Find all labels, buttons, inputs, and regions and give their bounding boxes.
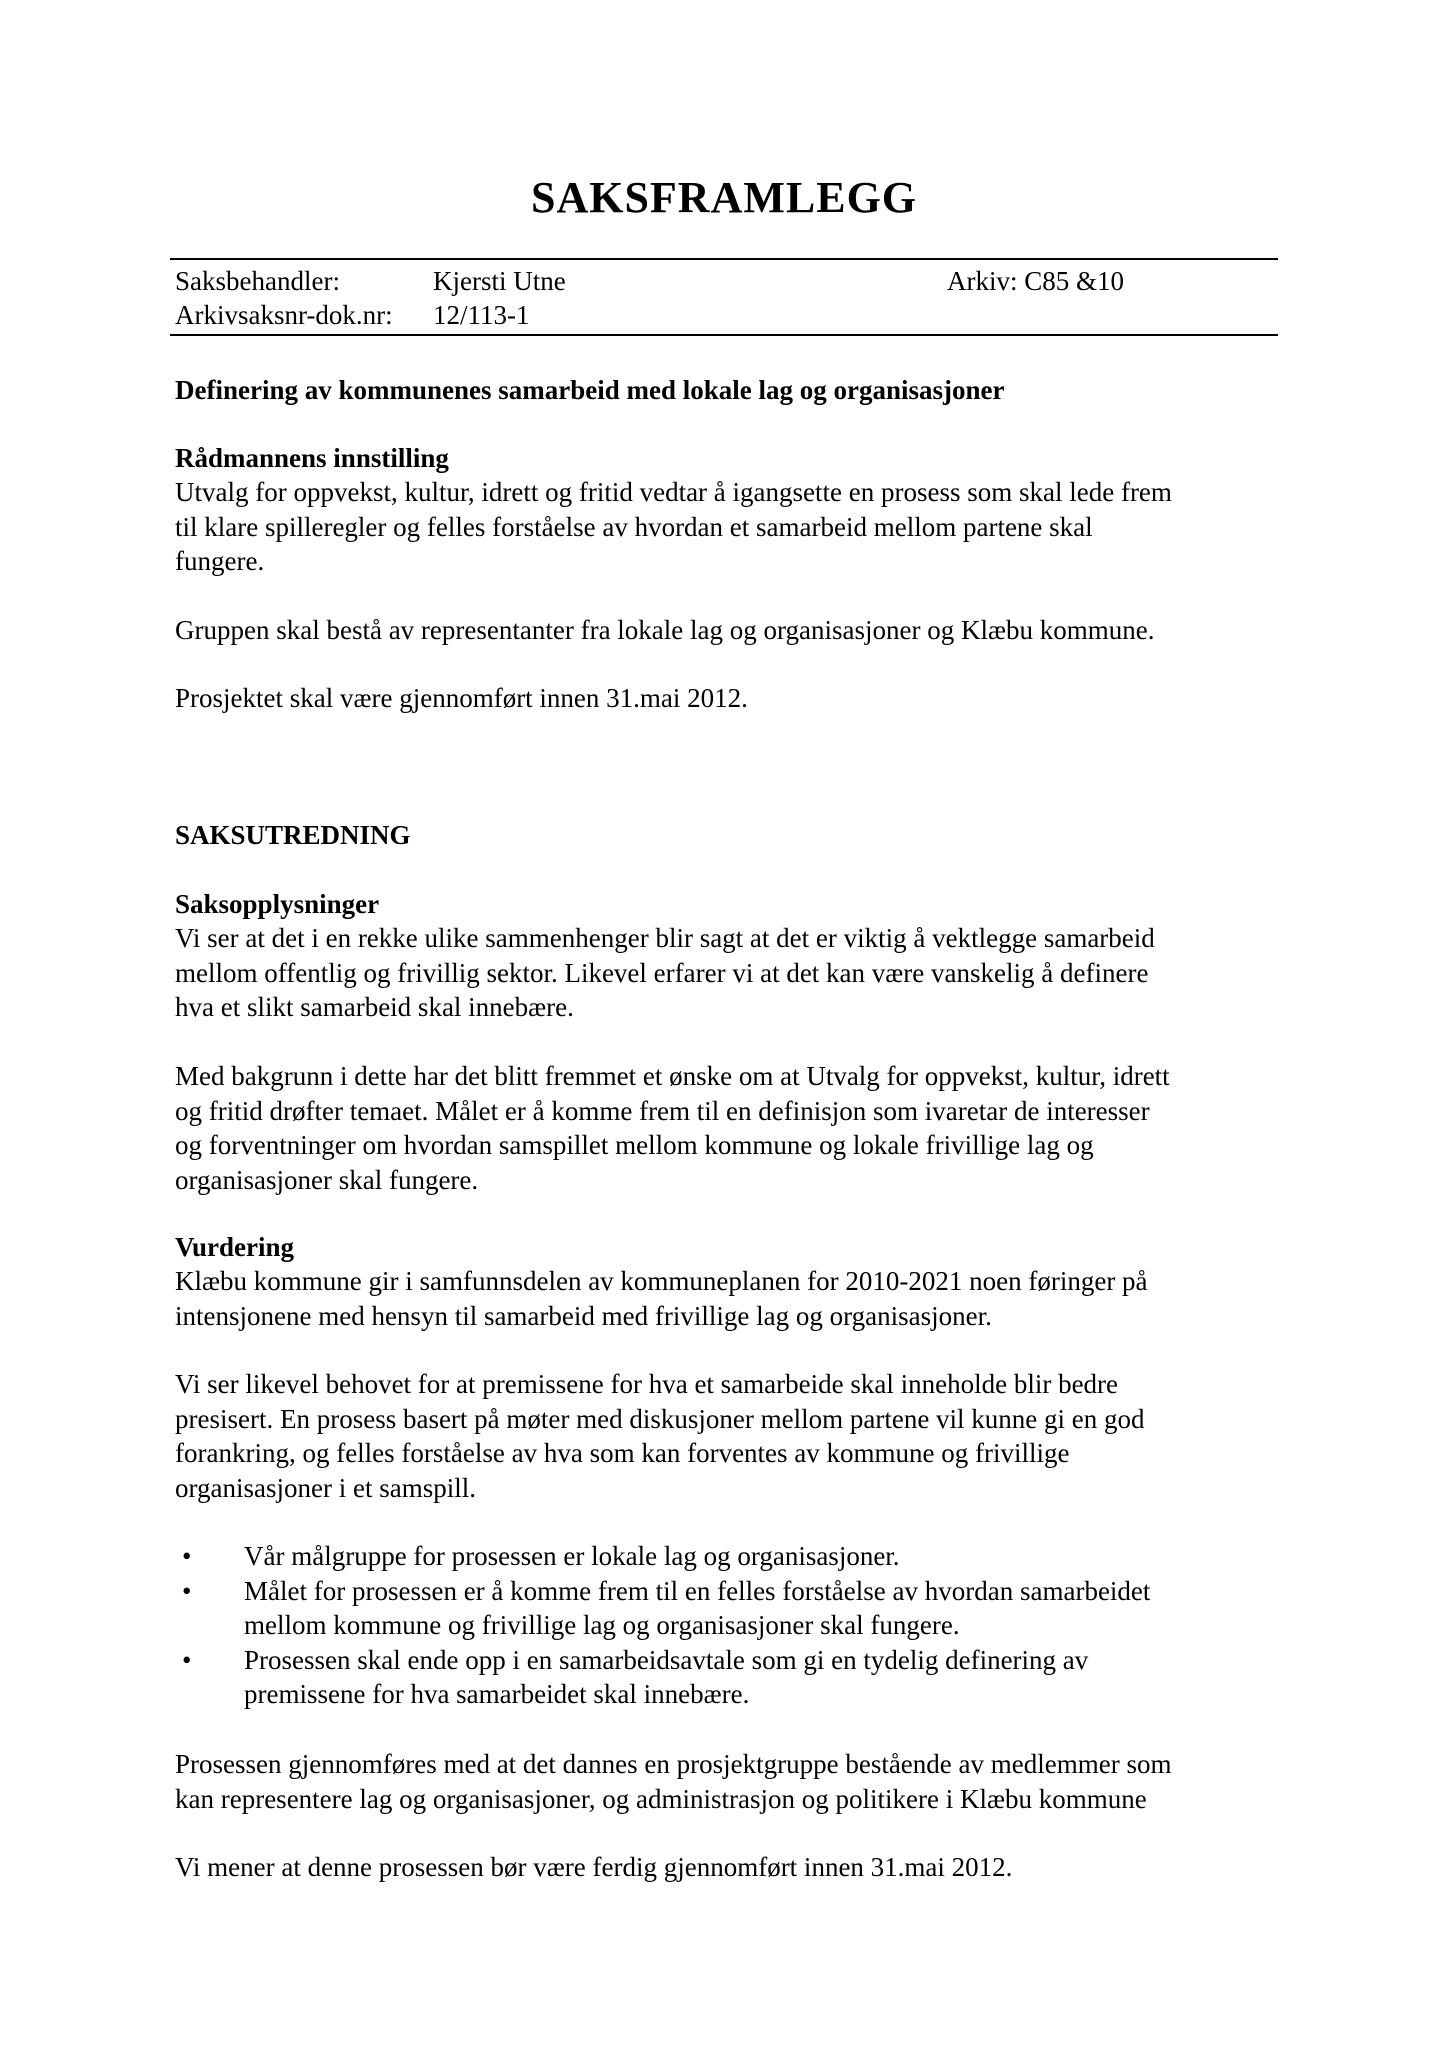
assessment-line: kan representere lag og organisasjoner, og administrasjon og politikere i Klæbu kommune [175,1783,1147,1814]
recommendation-heading: Rådmannens innstilling [175,443,449,473]
assessment-paragraph-1 [175,1264,1255,1333]
assessment-paragraph-2 [175,1367,1255,1505]
handler-value: Kjersti Utne [433,266,566,296]
handler-label: Saksbehandler: [175,266,340,296]
assessment-bullet-list [175,1539,1255,1712]
recommendation-line: til klare spilleregler og felles forståelse av hvordan et samarbeid mellom partene skal [175,511,1093,542]
assessment-line: forankring, og felles forståelse av hva som kan forventes av kommune og frivillige [175,1438,1070,1468]
recommendation-text [175,475,1255,579]
header-top-rule [170,258,1278,260]
assessment-line: presisert. En prosess basert på møter med diskusjoner mellom partene vil kunne gi en god [175,1403,1145,1434]
assessment-line: Prosessen gjennomføres med at det dannes en prosjektgruppe bestående av medlemmer som [175,1749,1172,1779]
facts-paragraph-2 [175,1059,1255,1197]
facts-heading: Saksopplysninger [175,889,380,919]
recommendation-deadline: Prosjektet skal være gjennomført innen 31.mai 2012. [175,683,748,713]
bullet-line: Prosessen skal ende opp i en samarbeidsavtale som gi en tydelig definering av [244,1644,1089,1675]
facts-paragraph-1 [175,921,1255,1025]
assessment-line: organisasjoner i et samspill. [175,1472,476,1503]
bullet-dot-icon: • [182,1575,192,1606]
bullet-line: premissene for hva samarbeidet skal innebære. [244,1679,750,1709]
bullet-item [175,1574,1255,1643]
bullet-line: Vår målgruppe for prosessen er lokale lag og organisasjoner. [244,1541,900,1571]
bullet-line: Målet for prosessen er å komme frem til en felles forståelse av hvordan samarbeidet [244,1575,1151,1606]
investigation-heading: SAKSUTREDNING [175,820,411,850]
bullet-line: mellom kommune og frivillige lag og organisasjoner skal fungere. [244,1610,960,1640]
bullet-dot-icon: • [182,1541,192,1571]
bullet-item [175,1539,1255,1574]
case-subject: Definering av kommunenes samarbeid med lokale lag og organisasjoner [175,375,1005,405]
assessment-paragraph-4: Vi mener at denne prosessen bør være ferdig gjennomført innen 31.mai 2012. [175,1852,1013,1882]
facts-line: og forventninger om hvordan samspillet mellom kommune og lokale frivillige lag og [175,1130,1094,1160]
document-title: SAKSFRAMLEGG [530,173,918,222]
recommendation-line: fungere. [175,546,265,576]
facts-line: Vi ser at det i en rekke ulike sammenhenger blir sagt at det er viktig å vektlegge samarbeid [175,923,1155,953]
bullet-item [175,1643,1255,1712]
archive-code: Arkiv: C85 &10 [947,266,1125,296]
case-number-value: 12/113-1 [433,300,530,330]
facts-line: mellom offentlig og frivillig sektor. Likevel erfarer vi at det kan være vanskelig å definere [175,957,1149,988]
recommendation-group: Gruppen skal bestå av representanter fra lokale lag og organisasjoner og Klæbu kommune. [175,615,1155,645]
bullet-dot-icon: • [182,1644,192,1675]
header-bottom-rule [170,334,1278,336]
assessment-line: intensjonene med hensyn til samarbeid med frivillige lag og organisasjoner. [175,1300,992,1331]
case-number-label: Arkivsaksnr-dok.nr: [175,300,393,330]
assessment-heading: Vurdering [175,1232,295,1262]
assessment-paragraph-3 [175,1747,1255,1816]
assessment-line: Klæbu kommune gir i samfunnsdelen av kommuneplanen for 2010-2021 noen føringer på [175,1266,1148,1296]
facts-line: organisasjoner skal fungere. [175,1164,479,1195]
assessment-line: Vi ser likevel behovet for at premissene for hva et samarbeide skal inneholde blir bedre [175,1369,1119,1399]
facts-line: Med bakgrunn i dette har det blitt fremmet et ønske om at Utvalg for oppvekst, kultur, idrett [175,1061,1170,1091]
facts-line: hva et slikt samarbeid skal innebære. [175,992,574,1022]
recommendation-line: Utvalg for oppvekst, kultur, idrett og fritid vedtar å igangsette en prosess som skal lede frem [175,477,1172,507]
facts-line: og fritid drøfter temaet. Målet er å komme frem til en definisjon som ivaretar de interesser [175,1095,1150,1126]
